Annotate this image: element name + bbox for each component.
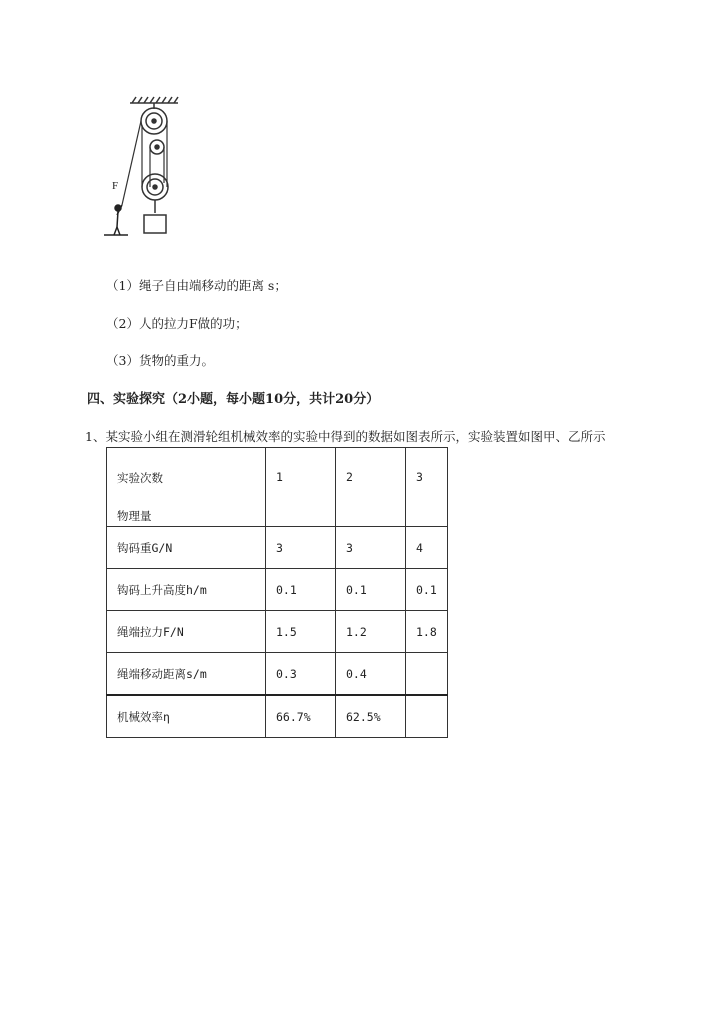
section-heading: 四、实验探究（2小题，每小题10分，共计20分） [87,392,380,407]
table-cell: 0.4 [336,653,406,696]
header-label-quantity: 物理量 [117,509,152,523]
cargo-block [144,215,166,233]
table-cell: 1.2 [336,611,406,653]
table-header-row [107,448,448,527]
table-cell: 0.3 [266,653,336,696]
header-label-trials: 实验次数 [117,471,163,485]
problem-statement: 1、某实验小组在测滑轮组机械效率的实验中得到的数据如图表所示，实验装置如图甲、乙所示 [85,429,606,444]
sub-question-1: （1）绳子自由端移动的距离 s； [106,278,287,293]
table-cell: 62.5% [336,695,406,738]
table-row [107,695,448,738]
table-cell: 3 [266,527,336,569]
table-cell: 3 [336,527,406,569]
table-cell: 1.5 [266,611,336,653]
trial-number-cell: 1 [266,448,336,527]
header-label-cell [107,448,266,527]
table-cell [406,695,448,738]
row-label: 绳端拉力F/N [107,611,266,653]
force-label: F [112,180,119,192]
sub-question-2: （2）人的拉力F做的功； [106,316,248,331]
table-row [107,611,448,653]
table-cell: 1.8 [406,611,448,653]
table-cell: 0.1 [406,569,448,611]
row-label: 绳端移动距离s/m [107,653,266,696]
table-row [107,527,448,569]
table-cell [406,653,448,696]
pulley-system-figure [100,95,190,240]
person-pulling [104,205,128,235]
ceiling-support [130,97,178,109]
row-label: 钩码上升高度h/m [107,569,266,611]
row-label: 机械效率η [107,695,266,738]
trial-number-cell: 2 [336,448,406,527]
row-label: 钩码重G/N [107,527,266,569]
experiment-data-table [106,447,448,738]
table-cell: 0.1 [336,569,406,611]
sub-question-3: （3）货物的重力。 [106,353,214,368]
table-cell: 0.1 [266,569,336,611]
table-cell: 66.7% [266,695,336,738]
fixed-pulley [141,108,167,154]
table-cell: 4 [406,527,448,569]
table-row [107,569,448,611]
trial-number-cell: 3 [406,448,448,527]
table-row [107,653,448,696]
